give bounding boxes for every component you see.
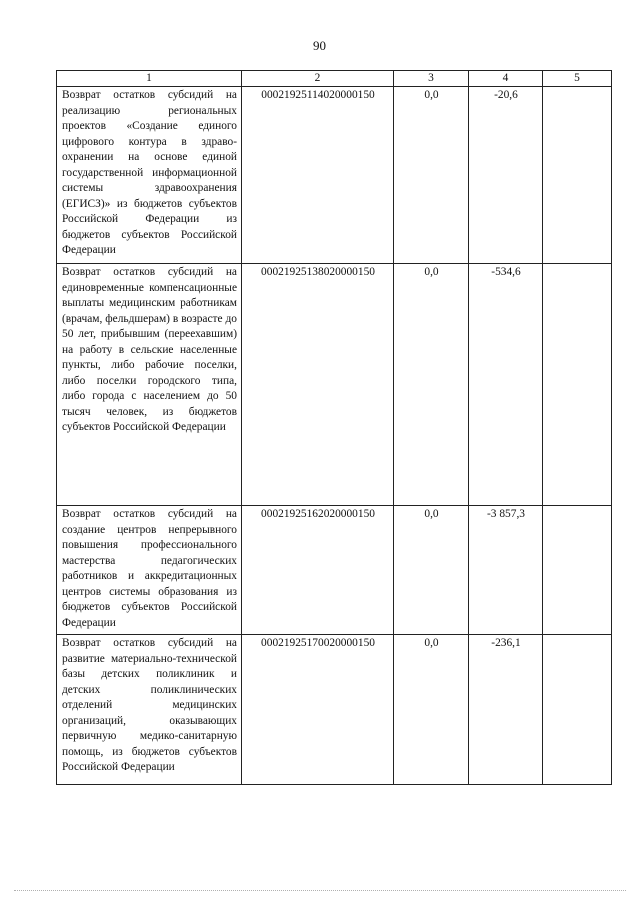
column-header: 1: [57, 71, 242, 87]
row-col4-value: -236,1: [469, 635, 543, 785]
table-body: [57, 87, 612, 785]
table-row: [57, 264, 612, 506]
row-description: Возврат остатков субсидий на единовременные компенсационные выплаты медицинским работникам (врачам, фельдшерам) в возрасте до 50 лет, прибывшим (переехавшим) на работу в сельские населенные пункты, либо рабочие поселки, либо поселки городского типа, либо города с населением до 50 тысяч человек, из бюджетов субъектов Российской Федерации: [57, 264, 242, 506]
row-code: 00021925162020000150: [242, 506, 394, 635]
row-col5-value: [543, 87, 612, 264]
row-code: 00021925114020000150: [242, 87, 394, 264]
row-code: 00021925138020000150: [242, 264, 394, 506]
column-header: 4: [469, 71, 543, 87]
row-description: Возврат остатков субсидий на создание центров непрерывного повышения профессионального мастерства педагогических работников и аккредитационных центров системы образования из бюджетов субъектов Российской Федерации: [57, 506, 242, 635]
table-header: [57, 71, 612, 87]
row-col4-value: -3 857,3: [469, 506, 543, 635]
row-col5-value: [543, 506, 612, 635]
row-col3-value: 0,0: [394, 264, 469, 506]
budget-table: [56, 70, 612, 785]
column-header: 5: [543, 71, 612, 87]
row-col3-value: 0,0: [394, 506, 469, 635]
scan-edge-divider: [14, 890, 626, 892]
table-row: [57, 506, 612, 635]
row-col5-value: [543, 264, 612, 506]
row-col3-value: 0,0: [394, 635, 469, 785]
table-row: [57, 635, 612, 785]
row-col4-value: -20,6: [469, 87, 543, 264]
row-col3-value: 0,0: [394, 87, 469, 264]
page-number: 90: [313, 38, 326, 53]
table-row: [57, 87, 612, 264]
row-col5-value: [543, 635, 612, 785]
column-header: 2: [242, 71, 394, 87]
header-row: [57, 71, 612, 87]
row-col4-value: -534,6: [469, 264, 543, 506]
row-code: 00021925170020000150: [242, 635, 394, 785]
column-header: 3: [394, 71, 469, 87]
row-description: Возврат остатков субсидий на развитие материально-технической базы детских поликлиник и детских поликлинических отделений медицинских организаций, оказывающих первичную медико-санитарную помощь, из бюджетов субъектов Российской Федерации: [57, 635, 242, 785]
row-description: Возврат остатков субсидий на реализацию региональных проектов «Создание единого цифрового контура в здравоохранении на основе единой государственной информационной системы здравоохранения (ЕГИСЗ)» из бюджетов субъектов Российской Федерации из бюджетов субъектов Российской Федерации: [57, 87, 242, 264]
